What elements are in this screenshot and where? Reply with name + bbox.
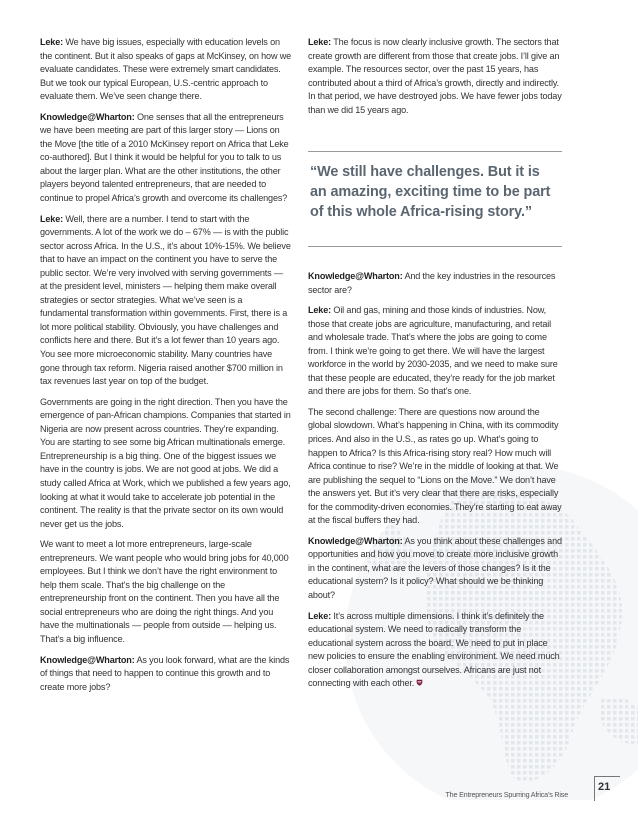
paragraph [308,406,562,528]
paragraph [40,111,292,206]
paragraph-text: We want to meet a lot more entrepreneurs, large-scale entrepreneurs. We want people who would bring jobs for 40,000 employees. But I think we don’t have the right environment to help them scale. That’s the big challenge on the entrepreneurship front on the continent. Then you have all the social entrepreneurs who are doing the right things. And you have the multinationals — people from outside — helping us. That’s a big influence. [40,539,289,644]
paragraph [40,654,292,695]
paragraph [40,36,292,104]
paragraph [308,304,562,399]
left-column [40,36,292,701]
paragraph [40,396,292,531]
paragraph-text: As you think about these challenges and opportunities and how you move to create more inclusive growth in the continent, what are the levers of those changes? Is it the educational system? Is it policy? What should we be thinking about? [308,535,562,601]
paragraph [308,610,562,691]
speaker-label: Knowledge@Wharton: [308,535,403,546]
speaker-label: Leke: [40,37,64,47]
paragraph-text: It’s across multiple dimensions. I think it’s definitely the educational system. We need to radically transform the educational system across the board. We need to put in place new policies to ensure the enabling environment. We need much closer collaboration amongst ourselves. Africans are just not connecting with each other. [308,610,560,689]
speaker-label: Knowledge@Wharton: [40,111,135,122]
pull-quote-bottom-rule [308,246,562,247]
paragraph-text: Governments are going in the right direction. Then you have the emergence of pan-African champions. Companies that started in Nigeria are now present across countries. They’re expanding. You are starting to see some big African multinationals emerge. Entrepreneurship is a big thing. One of the biggest issues we have in the country is jobs. We are not good at jobs. We did a study called Africa at Work, which we published a few years ago, looking at what it would take to accelerate job potential in the continent. The reality is that the private sector on its own would never get us the jobs. [40,396,291,529]
right-bottom-block [308,270,562,698]
right-top-block [308,36,562,124]
speaker-label: Leke: [308,37,332,47]
paragraph-text: We have big issues, especially with education levels on the continent. But it also speaks of gaps at McKinsey, on how we evaluate candidates. These were extremely smart candidates. But we took our typical European, U.S.-centric approach to evaluate them. We’ve seen change there. [40,37,292,102]
speaker-label: Leke: [308,610,332,621]
paragraph-text: As you look forward, what are the kinds of things that need to happen to continue this growth and to create more jobs? [40,654,290,692]
paragraph [308,535,562,603]
paragraph [40,213,292,389]
speaker-label: Leke: [40,213,64,224]
pull-quote-top-rule [308,151,562,152]
speaker-label: Leke: [308,305,332,316]
paragraph-text: Oil and gas, mining and those kinds of industries. Now, those that create jobs are agriculture, manufacturing, and retail and wholesale trade. That’s where the jobs are going to come from. I think we’re going to get there. We will have the largest workforce in the world by 2030-2035, and we need to make sure that these people are educated, they’re ready for the job market and there are jobs for them. So that’s one. [308,305,558,397]
speaker-label: Knowledge@Wharton: [308,271,403,281]
footer-title: The Entrepreneurs Spurring Africa’s Rise [445,790,568,799]
pull-quote: “We still have challenges. But it is an amazing, exciting time to be part of this whole Africa-rising story.” [310,164,551,220]
paragraph-text: One senses that all the entrepreneurs we have been meeting are part of this larger story — Lions on the Move [the title of a 2010 McKinsey report on Africa that Leke co-authored]. But I think it would be helpful for you to talk to us about the larger plan. What are the other institutions, the other players beyond talented entrepreneurs, that are needed to continue to propel Africa’s growth and overcome its challenges? [40,111,289,204]
paragraph [40,538,292,646]
paragraph-text: And the key industries in the resources sector are? [308,271,556,295]
paragraph-text: The second challenge: There are questions now around the global slowdown. What’s happening in China, with its commodity prices. And also in the U.S., as rates go up. What’s going to happen to Africa? Is this Africa-rising story real? How much will Africa continue to rise? We’re in the middle of looking at that. We are publishing the sequel to “Lions on the Move.” We don’t have the answers yet. But it’s very clear that there are risks, especially for the commodity-driven economies. They’re starting to eat away at the fiscal buffers they had. [308,406,562,526]
paragraph [308,36,562,117]
wharton-shield-icon [416,679,423,686]
paragraph [308,270,562,297]
paragraph-text: Well, there are a number. I tend to start with the governments. A lot of the work we do – 67% — is with the public sector across Africa. In the U.S., it’s about 10%-15%. We believe that to have an impact on the continent you have to serve the public sector. We’re very involved with serving governments — at the president level, ministers — helping them make overall strategies or sector strategies. What we’ve seen is a fundamental transformation within governments. First, there is a lot more political stability. Obviously, you have challenges and conflicts here and there. But it’s a lot fewer than 10 years ago. You see more microeconomic stability. Many countries have gone through tax reform. Nigeria raised another $700 million in tax revenues last year on top of the budget. [40,213,291,387]
page-number: 21 [598,781,611,793]
paragraph-text: The focus is now clearly inclusive growth. The sectors that create growth are different from those that create jobs. I’ll give an example. The resources sector, over the past 15 years, has contributed about a third of Africa’s growth, directly and indirectly. In that period, we have destroyed jobs. We have fewer jobs today than we did 15 years ago. [308,37,562,115]
speaker-label: Knowledge@Wharton: [40,654,135,665]
